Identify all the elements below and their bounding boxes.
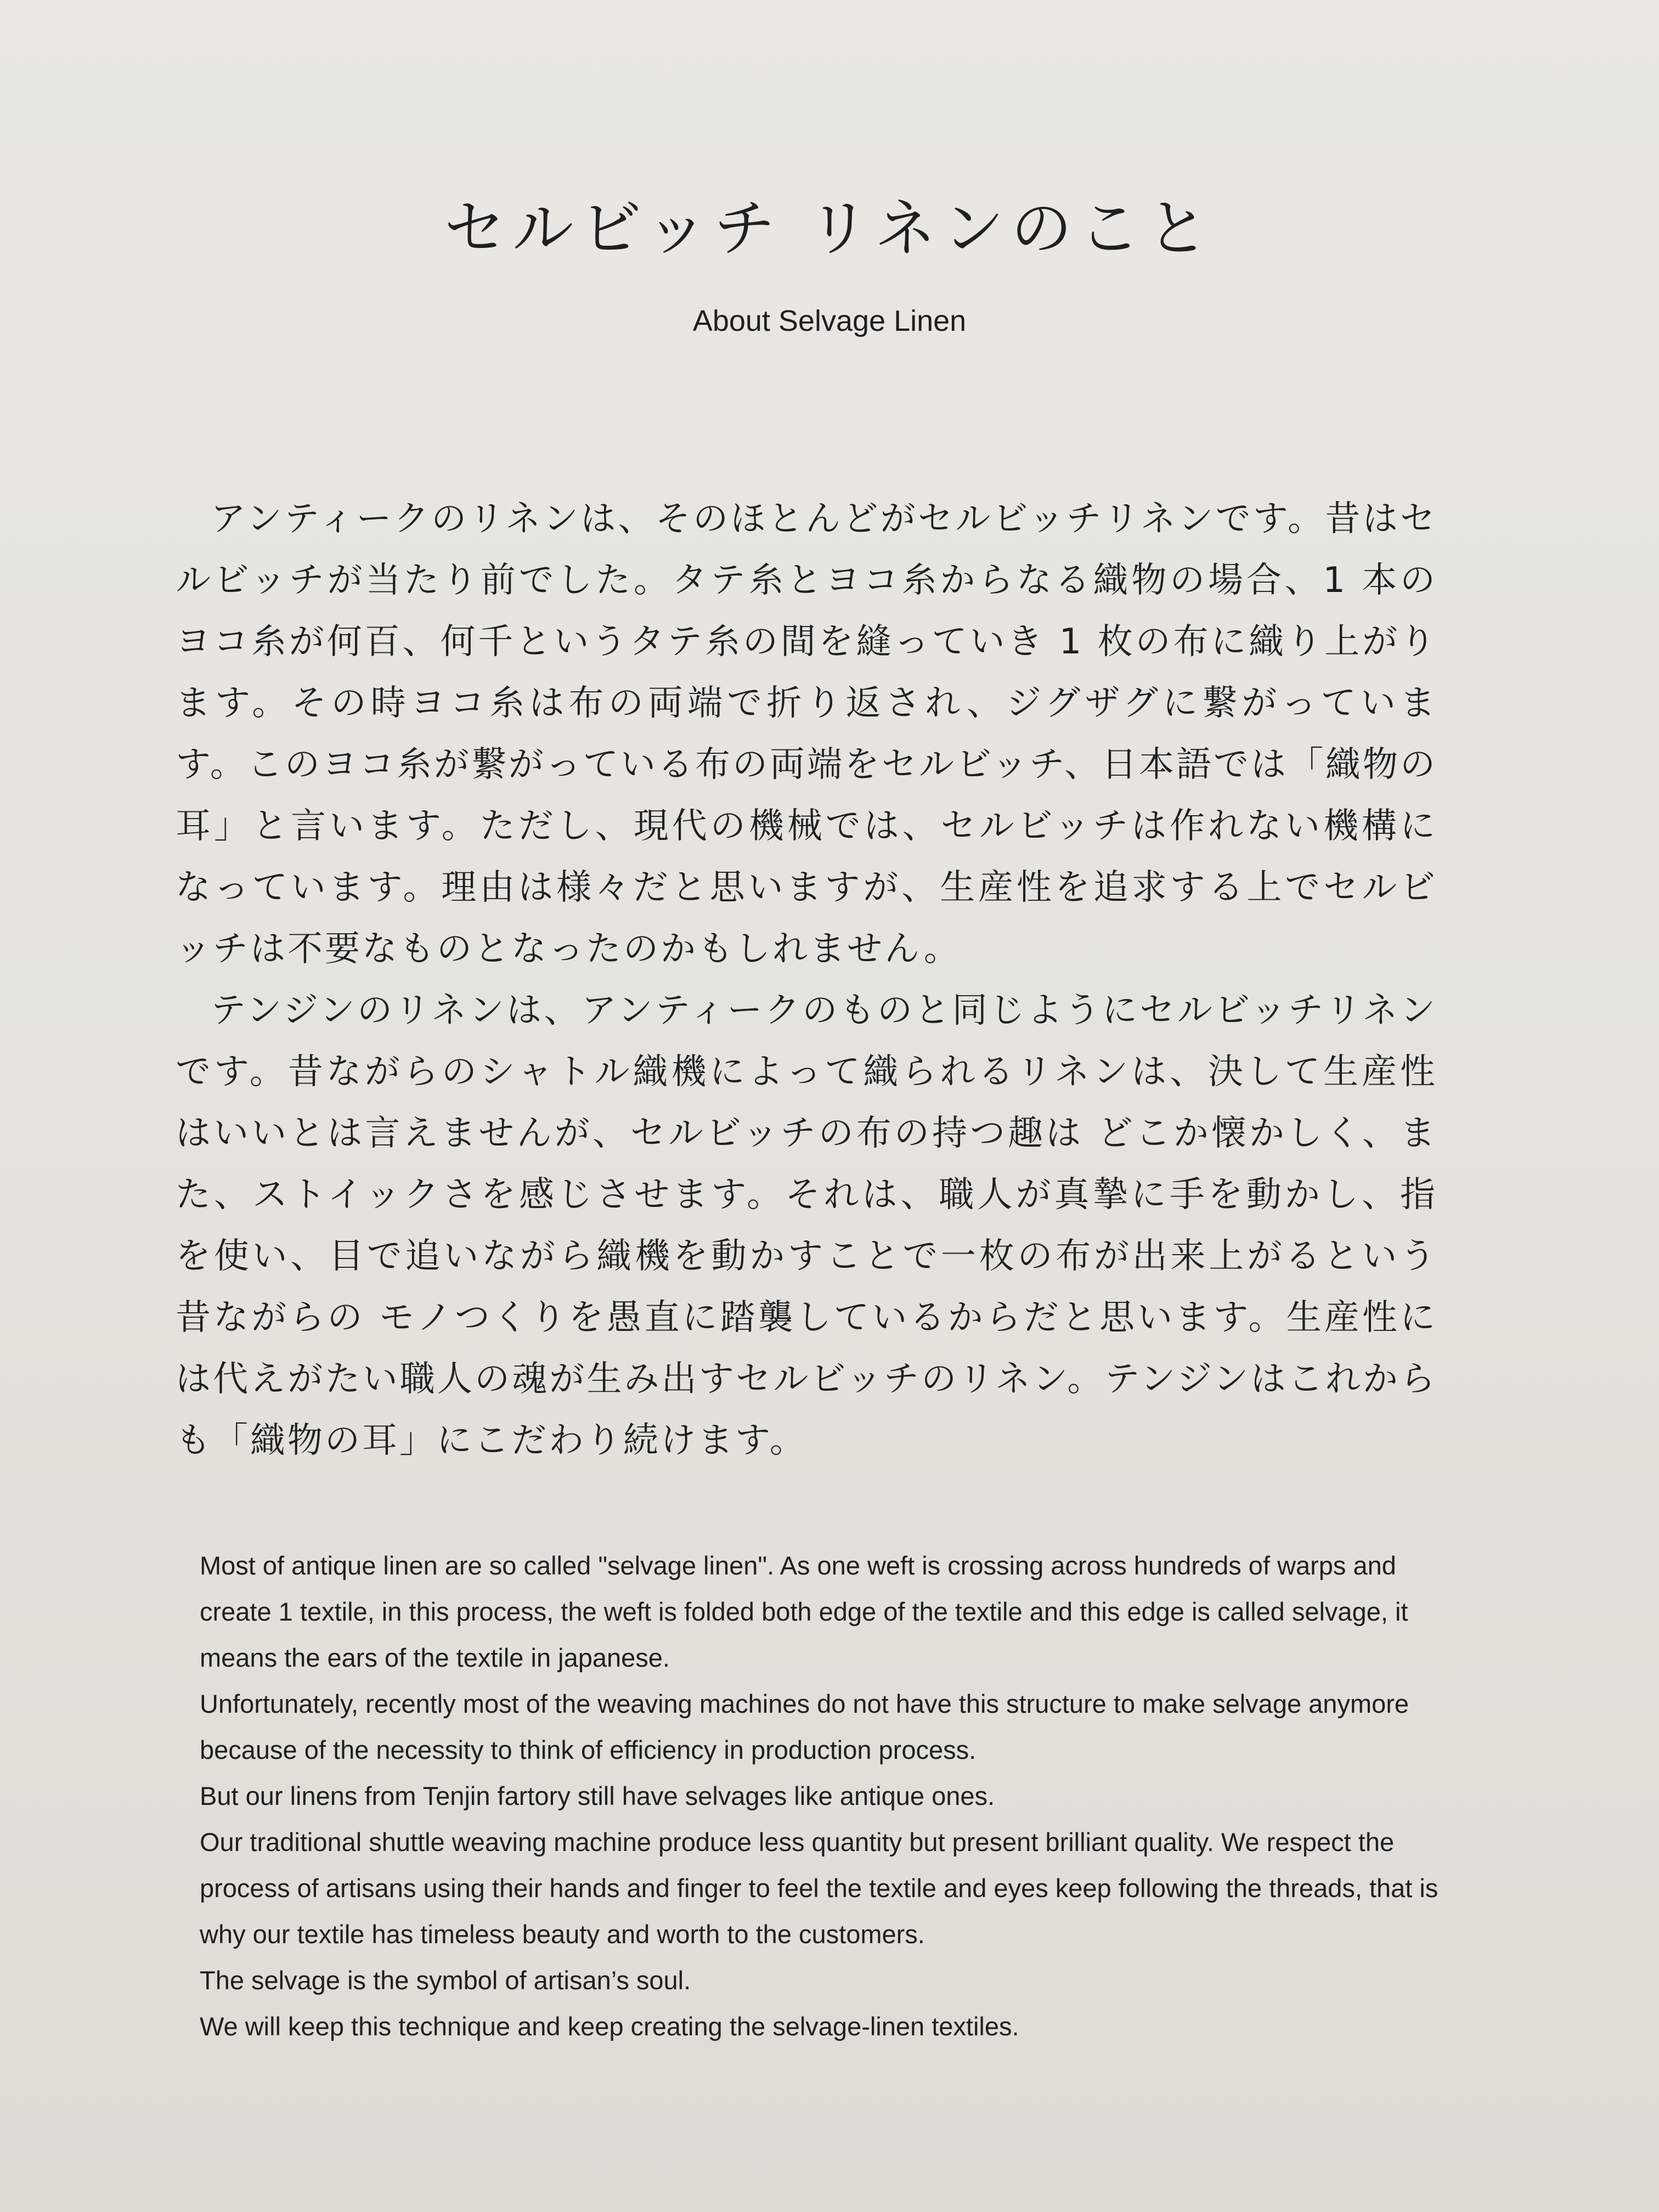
english-paragraph: Most of antique linen are so called "selvage linen". As one weft is crossing across hundreds of warps and create 1 textile, in this process, the weft is folded both edge of the textile and this edge is called selvage, it means the ears of the textile in japanese. [200,1551,1408,1672]
english-paragraph: The selvage is the symbol of artisan’s soul. [200,1966,691,1995]
english-paragraph: Unfortunately, recently most of the weaving machines do not have this structure to make selvage anymore because of the necessity to think of efficiency in production process. [200,1689,1409,1764]
english-body [200,1543,1440,2050]
english-paragraph: But our linens from Tenjin fartory still have selvages like antique ones. [200,1781,995,1810]
page-title: セルビッチ リネンのこと [444,193,1215,264]
japanese-paragraph: テンジンのリネンは、アンティークのものと同じようにセルビッチリネンです。昔ながらのシャトル織機によって織られるリネンは、決して生産性はいいとは言えませんが、セルビッチの布の持つ趣は どこか懐かしく、また、ストイックさを感じさせます。それは、職人が真摯に手を動かし、指を使い、目で追いながら織機を動かすことで一枚の布が出来上がるという昔ながらの モノつくりを愚直に踏襲しているからだと思います。生産性には代えがたい職人の魂が生み出すセルビッチのリネン。テンジンはこれからも「織物の耳」にこだわり続けます。 [176,990,1438,1461]
english-paragraph: Our traditional shuttle weaving machine produce less quantity but present brilliant quality. We respect the process of artisans using their hands and finger to feel the textile and eyes keep following the threads, that is why our textile has timeless beauty and worth to the customers. [200,1827,1438,1949]
japanese-paragraph: アンティークのリネンは、そのほとんどがセルビッチリネンです。昔はセルビッチが当たり前でした。タテ糸とヨコ糸からなる織物の場合、1 本のヨコ糸が何百、何千というタテ糸の間を縫っていき 1 枚の布に織り上がります。その時ヨコ糸は布の両端で折り返され、ジグザグに繋がっています。このヨコ糸が繋がっている布の両端をセルビッチ、日本語では「織物の耳」と言います。ただし、現代の機械では、セルビッチは作れない機構になっています。理由は様々だと思いますが、生産性を追求する上でセルビッチは不要なものとなったのかもしれません。 [176,499,1437,969]
english-paragraph: We will keep this technique and keep creating the selvage-linen textiles. [200,2012,1019,2041]
page-subtitle: About Selvage Linen [692,304,967,337]
japanese-body [176,488,1437,1471]
